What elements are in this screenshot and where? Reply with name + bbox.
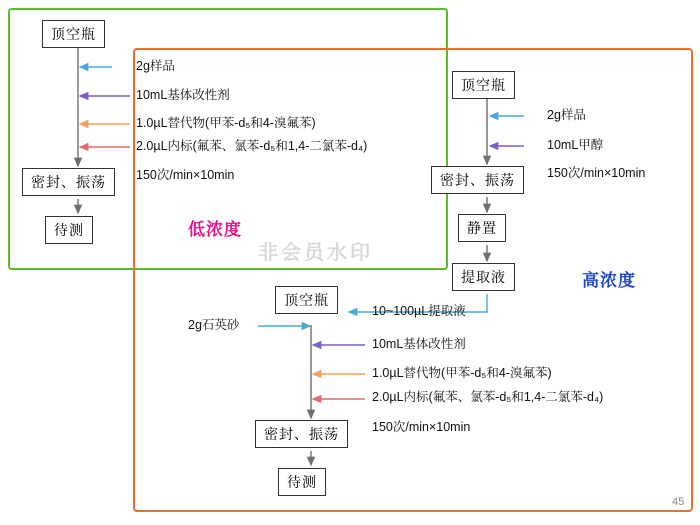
- label-low-matrix-modifier: 10mL基体改性剂: [136, 88, 230, 102]
- node-low-to-be-tested: 待测: [45, 216, 93, 244]
- label-high-internal-standard: 2.0µL内标(氟苯、氯苯-d₅和1,4-二氯苯-d₄): [372, 390, 604, 404]
- label-low-surrogate: 1.0µL替代物(甲苯-d₅和4-溴氟苯): [136, 116, 316, 130]
- label-low-internal-standard: 2.0µL内标(氟苯、氯苯-d₅和1,4-二氯苯-d₄): [136, 139, 368, 153]
- node-high-extract: 提取液: [452, 263, 515, 291]
- node-high-headspace-vial-2: 顶空瓶: [275, 286, 338, 314]
- node-high-to-be-tested: 待测: [278, 468, 326, 496]
- node-low-seal-shake: 密封、振荡: [22, 168, 115, 196]
- label-high-surrogate: 1.0µL替代物(甲苯-d₅和4-溴氟苯): [372, 366, 552, 380]
- node-high-seal-shake-1: 密封、振荡: [431, 166, 524, 194]
- label-low-sample: 2g样品: [136, 59, 175, 73]
- node-low-headspace-vial: 顶空瓶: [42, 20, 105, 48]
- label-high-shake-rate-1: 150次/min×10min: [547, 166, 646, 180]
- high-panel-title: 高浓度: [582, 271, 636, 290]
- watermark-text: 非会员水印: [258, 242, 373, 264]
- label-high-quartz-sand: 2g石英砂: [188, 318, 240, 332]
- page-number: 45: [672, 496, 685, 508]
- node-high-seal-shake-2: 密封、振荡: [255, 420, 348, 448]
- label-high-methanol: 10mL甲醇: [547, 138, 604, 152]
- label-high-matrix-modifier: 10mL基体改性剂: [372, 337, 466, 351]
- label-high-extract-volume: 10~100µL提取液: [372, 304, 466, 318]
- label-high-sample: 2g样品: [547, 108, 586, 122]
- node-high-headspace-vial-1: 顶空瓶: [452, 71, 515, 99]
- node-high-stand: 静置: [458, 214, 506, 242]
- low-panel-title: 低浓度: [188, 220, 242, 239]
- label-high-shake-rate-2: 150次/min×10min: [372, 420, 471, 434]
- label-low-shake-rate: 150次/min×10min: [136, 168, 235, 182]
